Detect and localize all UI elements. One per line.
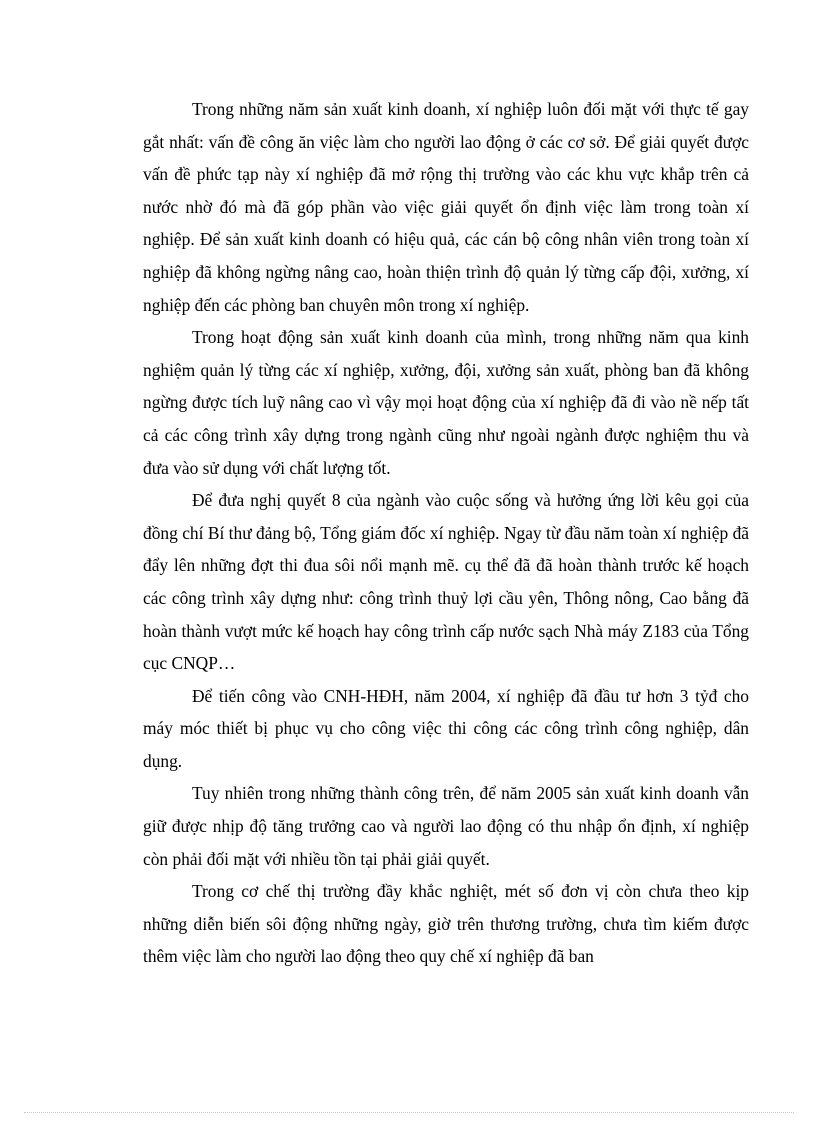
paragraph: Trong những năm sản xuất kinh doanh, xí nghiệp luôn đối mặt với thực tế gay gắt nhất: vấn đề công ăn việc làm cho người lao động ở các cơ sở. Để giải quyết được vấn đề phức tạp này xí nghiệp đã mở rộng thị trường vào các khu vực khắp trên cả nước nhờ đó mà đã góp phần vào việc giải quyết ổn định việc làm trong toàn xí nghiệp. Để sản xuất kinh doanh có hiệu quả, các cán bộ công nhân viên trong toàn xí nghiệp đã không ngừng nâng cao, hoàn thiện trình độ quản lý từng cấp đội, xưởng, xí nghiệp đến các phòng ban chuyên môn trong xí nghiệp. xyxy=(143,99,749,315)
document-body xyxy=(143,93,749,973)
paragraph: Tuy nhiên trong những thành công trên, để năm 2005 sản xuất kinh doanh vẫn giữ được nhịp độ tăng trưởng cao và người lao động có thu nhập ổn định, xí nghiệp còn phải đối mặt với nhiều tồn tại phải giải quyết. xyxy=(143,783,749,869)
paragraph: Để đưa nghị quyết 8 của ngành vào cuộc sống và hưởng ứng lời kêu gọi của đồng chí Bí thư đảng bộ, Tổng giám đốc xí nghiệp. Ngay từ đầu năm toàn xí nghiệp đã đẩy lên những đợt thi đua sôi nổi mạnh mẽ. cụ thể đã đã hoàn thành trước kế hoạch các công trình xây dựng như: công trình thuỷ lợi cầu yên, Thông nông, Cao bằng đã hoàn thành vượt mức kế hoạch hay công trình cấp nước sạch Nhà máy Z183 của Tổng cục CNQP… xyxy=(143,490,749,674)
paragraph: Trong hoạt động sản xuất kinh doanh của mình, trong những năm qua kinh nghiệm quản lý từng các xí nghiệp, xưởng, đội, xưởng sản xuất, phòng ban đã không ngừng được tích luỹ nâng cao vì vậy mọi hoạt động của xí nghiệp đã đi vào nề nếp tất cả các công trình xây dựng trong ngành cũng như ngoài ngành được nghiệm thu và đưa vào sử dụng với chất lượng tốt. xyxy=(143,327,749,478)
paragraph: Để tiến công vào CNH-HĐH, năm 2004, xí nghiệp đã đầu tư hơn 3 tỷđ cho máy móc thiết bị phục vụ cho công việc thi công các công trình công nghiệp, dân dụng. xyxy=(143,685,749,771)
paragraph: Trong cơ chế thị trường đầy khắc nghiệt, mét số đơn vị còn chưa theo kịp những diễn biến sôi động những ngày, giờ trên thương trường, chưa tìm kiếm được thêm việc làm cho người lao động theo quy chế xí nghiệp đã ban xyxy=(143,881,749,967)
page-bottom-divider xyxy=(24,1112,794,1113)
